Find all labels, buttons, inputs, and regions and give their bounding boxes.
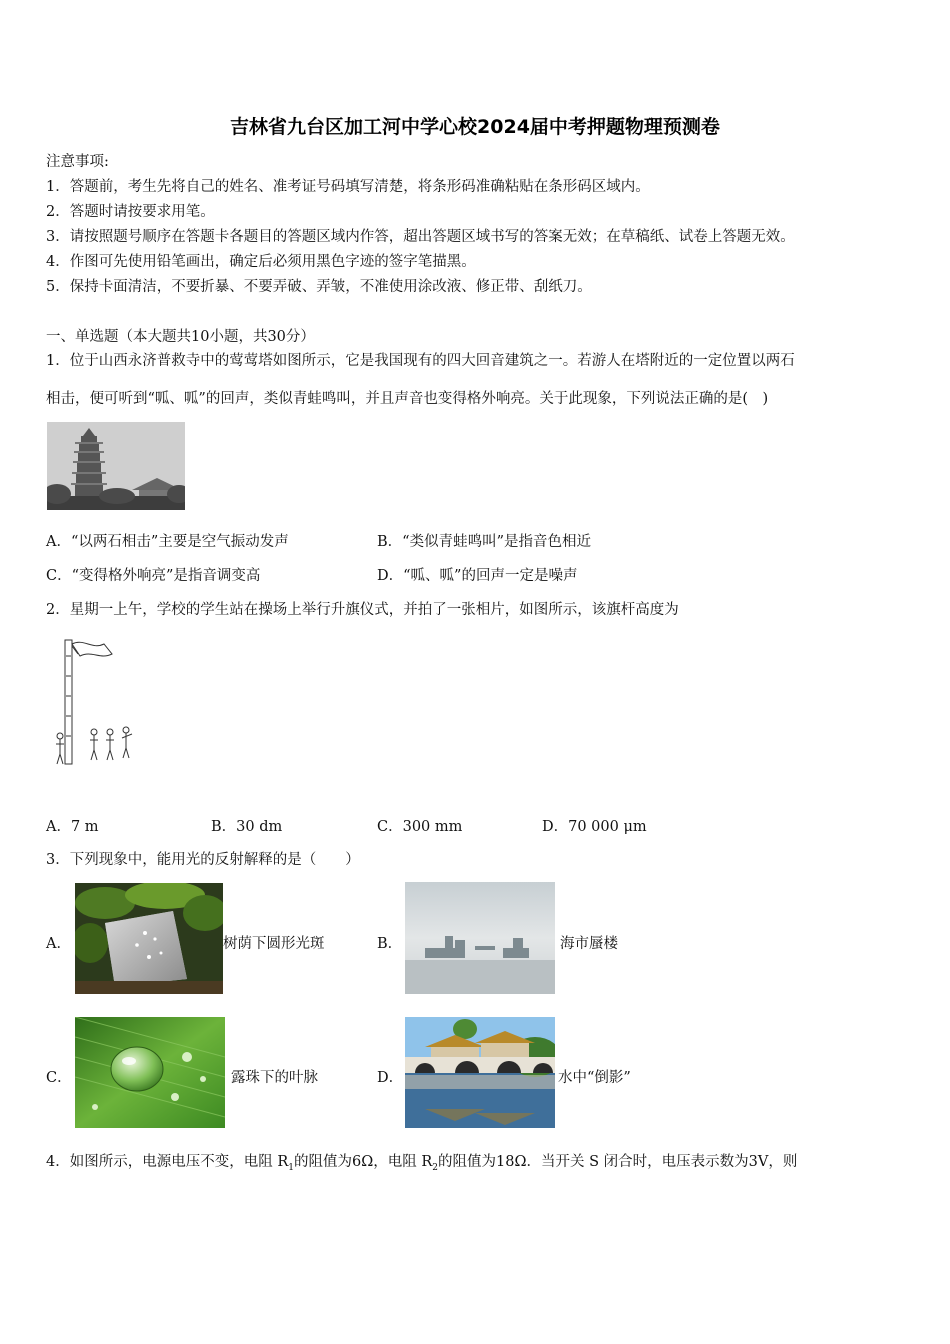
q4-r2-subscript: 2 [432,1162,439,1173]
q1-option-a[interactable]: A．“以两石相击”主要是空气振动发声 [46,534,289,550]
q3-option-c-text[interactable]: 露珠下的叶脉 [231,1070,318,1086]
tree-shade-photo [75,883,223,994]
q1-option-c[interactable]: C．“变得格外响亮”是指音调变高 [46,568,261,584]
q1-stem-line1: 1．位于山西永济普救寺中的莺莺塔如图所示，它是我国现有的四大回音建筑之一。若游人在塔附近的一定位置以两石 [46,353,795,369]
q4-r1-subscript: 1 [288,1162,294,1173]
q4-stem-part1: 4．如图所示，电源电压不变，电阻 R [46,1154,289,1170]
q1-option-b[interactable]: B．“类似青蛙鸣叫”是指音色相近 [377,534,591,550]
pagoda-photo [47,422,185,510]
q3-option-a-text[interactable]: 树荫下圆形光斑 [223,936,325,952]
q3-option-c-letter[interactable]: C． [46,1070,72,1086]
flagpole-drawing [52,636,144,768]
q2-option-a[interactable]: A．7 m [46,819,99,835]
mirage-photo [405,882,555,994]
q3-option-d-text[interactable]: 水中“倒影” [558,1070,631,1086]
q4-stem [46,1152,797,1178]
q3-option-b-letter[interactable]: B． [377,936,403,952]
q3-option-a-letter[interactable]: A． [46,936,71,952]
exam-title: 吉林省九台区加工河中学心校2024届中考押题物理预测卷 [230,116,720,138]
notice-item-3: 3．请按照题号顺序在答题卡各题目的答题区域内作答，超出答题区域书写的答案无效；在草稿纸、试卷上答题无效。 [46,229,795,245]
q2-option-c[interactable]: C．300 mm [377,819,463,835]
q4-stem-part3: 的阻值为18Ω．当开关 S 闭合时，电压表示数为3V，则 [438,1154,798,1170]
q2-option-d[interactable]: D．70 000 μm [542,819,647,835]
notice-item-1: 1．答题前，考生先将自己的姓名、准考证号码填写清楚，将条形码准确粘贴在条形码区域内。 [46,179,650,195]
notice-item-5: 5．保持卡面清洁，不要折暴、不要弄破、弄皱，不准使用涂改液、修正带、刮纸刀。 [46,279,592,295]
notice-heading: 注意事项: [46,154,109,170]
q4-stem-part2: 的阻值为6Ω，电阻 R [294,1154,433,1170]
section-heading: 一、单选题（本大题共10小题，共30分） [46,329,315,345]
q1-stem-line2: 相击，便可听到“呱、呱”的回声，类似青蛙鸣叫，并且声音也变得格外响亮。关于此现象，下列说法正确的是( ) [46,391,769,407]
q2-option-b[interactable]: B．30 dm [211,819,283,835]
q3-option-b-text[interactable]: 海市蜃楼 [560,936,618,952]
notice-item-4: 4．作图可先使用铅笔画出，确定后必须用黑色字迹的签字笔描黑。 [46,254,476,270]
q3-stem: 3．下列现象中，能用光的反射解释的是（ ） [46,852,360,868]
notice-item-2: 2．答题时请按要求用笔。 [46,204,215,220]
q1-option-d[interactable]: D．“呱、呱”的回声一定是噪声 [377,568,578,584]
q3-option-d-letter[interactable]: D． [377,1070,404,1086]
q2-stem: 2．星期一上午，学校的学生站在操场上举行升旗仪式，并拍了一张相片，如图所示，该旗杆高度为 [46,602,679,618]
water-reflection-photo [405,1017,555,1128]
dewdrop-leaf-photo [75,1017,225,1128]
